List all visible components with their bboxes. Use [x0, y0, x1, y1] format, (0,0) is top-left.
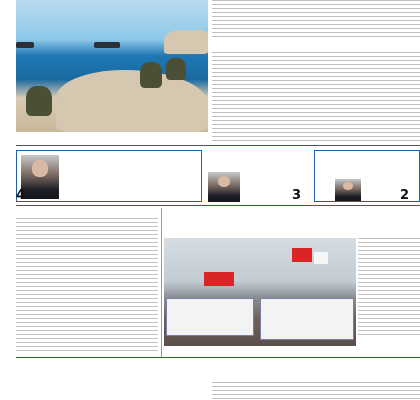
- lead-photo-caption: [16, 133, 208, 140]
- lead-story-text: [358, 238, 420, 338]
- divider-middle: [16, 205, 420, 206]
- right-column-section-label: [212, 42, 420, 50]
- lead-story-photo-protest: [164, 238, 356, 346]
- right-column-text-top: [212, 0, 420, 40]
- soldier-right: [166, 58, 186, 80]
- lead-story-headline: [164, 208, 420, 236]
- boat-center: [94, 42, 120, 48]
- divider-bottom: [16, 357, 420, 358]
- story-2-portrait: [335, 179, 361, 201]
- lead-photo-coast: [16, 0, 208, 132]
- divider-vertical: [161, 208, 162, 358]
- left-column-text: [16, 218, 158, 352]
- story-4-box: [16, 150, 202, 202]
- flag-red-mid: [204, 272, 234, 286]
- bottom-text-right: [212, 382, 420, 400]
- soldier-left: [26, 86, 52, 116]
- protest-photo-caption: [164, 347, 356, 355]
- story-4-headline: [63, 155, 199, 199]
- banner-left: [166, 298, 254, 336]
- story-2-headline: [317, 153, 419, 179]
- bottom-headline-right: [212, 360, 420, 380]
- story-4-number: 4: [16, 188, 26, 202]
- bottom-headline-left: [16, 360, 208, 398]
- story-3-portrait: [208, 172, 240, 202]
- right-column-text-bottom: [212, 52, 420, 144]
- flag-white-top: [314, 252, 328, 264]
- banner-right: [260, 298, 354, 340]
- divider-top: [16, 145, 420, 146]
- flag-red-top: [292, 248, 312, 262]
- left-column-title: [16, 208, 158, 216]
- rock-right: [164, 30, 208, 54]
- soldier-center: [140, 62, 162, 88]
- rock-foreground: [56, 70, 208, 132]
- boat-left: [16, 42, 34, 48]
- story-3-number: 3: [292, 188, 302, 202]
- story-2-number: 2: [400, 188, 410, 202]
